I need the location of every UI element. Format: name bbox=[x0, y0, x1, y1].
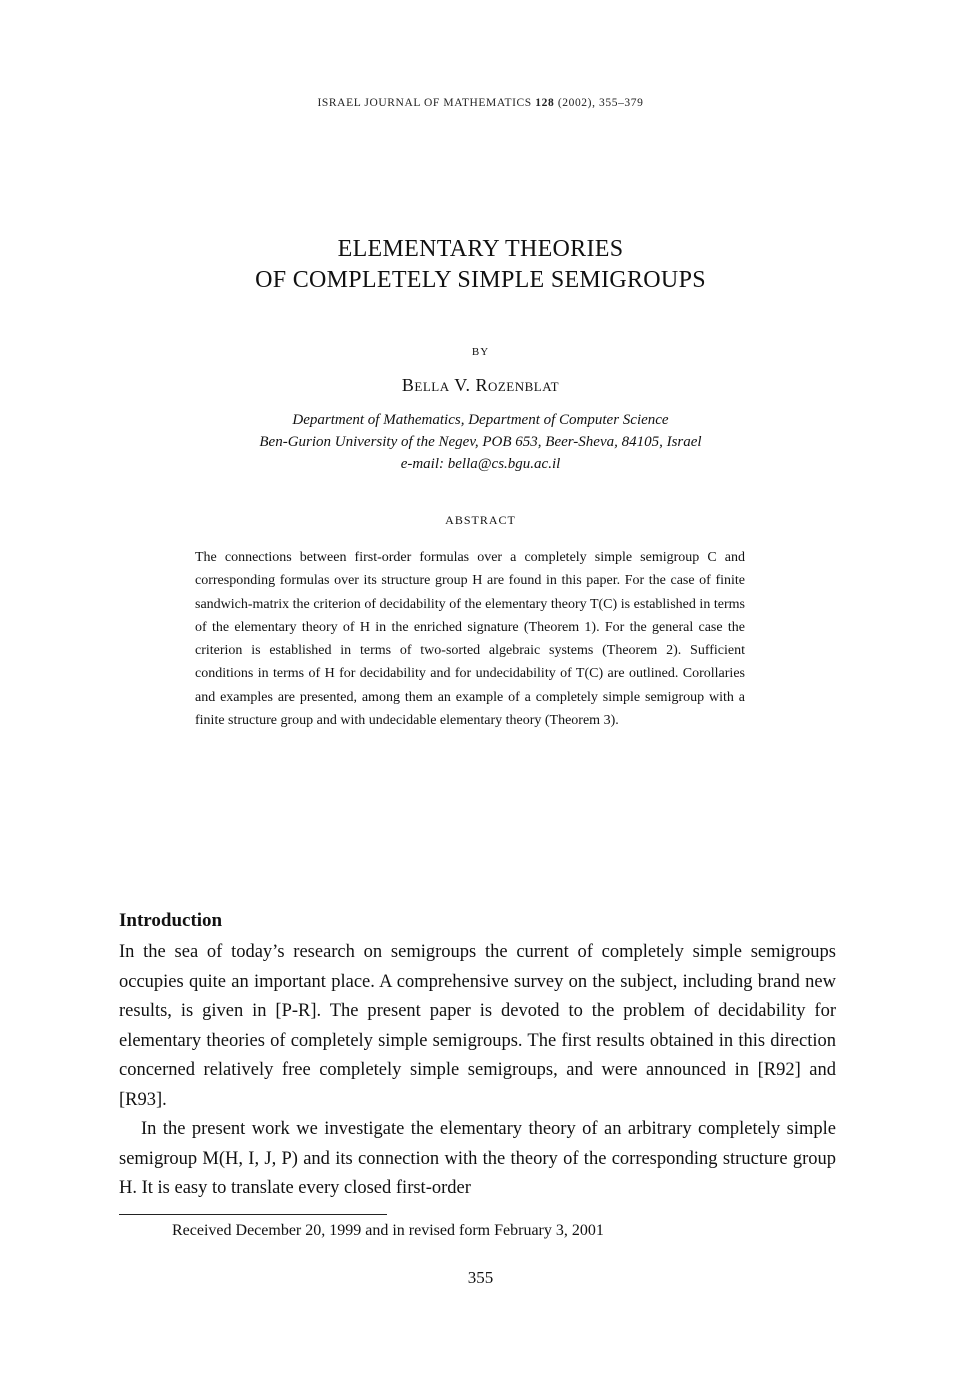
page-number: 355 bbox=[467, 1268, 494, 1287]
journal-volume: 128 bbox=[535, 97, 555, 109]
journal-name: ISRAEL JOURNAL OF MATHEMATICS bbox=[317, 97, 532, 109]
paper-title bbox=[0, 234, 961, 296]
footnote-divider bbox=[119, 1214, 387, 1215]
title-line-2: OF COMPLETELY SIMPLE SEMIGROUPS bbox=[255, 267, 706, 293]
title-line-1: ELEMENTARY THEORIES bbox=[337, 236, 624, 262]
affiliation bbox=[0, 409, 961, 475]
affiliation-line-2: Ben-Gurion University of the Negev, POB 653, Beer-Sheva, 84105, Israel bbox=[259, 434, 702, 450]
intro-paragraph-2: In the present work we investigate the elementary theory of an arbitrary completely simple semigroup M(H, I, J, P) and its connection with the theory of the corresponding structure group H. It is easy to translate every closed first-order bbox=[119, 1119, 836, 1198]
affiliation-line-1: Department of Mathematics, Department of Computer Science bbox=[292, 412, 669, 428]
abstract-text: The connections between first-order formulas over a completely simple semigroup C and corresponding formulas over its structure group H are found in this paper. For the case of finite sandwich-matrix the criterion of decidability of the elementary theory T(C) is established in terms of the elementary theory of H in the enriched signature (Theorem 1). For the general case the criterion is established in terms of two-sorted algebraic systems (Theorem 2). Sufficient conditions in terms of H for decidability and for undecidability of T(C) are outlined. Corollaries and examples are presented, among them an example of a completely simple semigroup with a finite structure group and with undecidable elementary theory (Theorem 3). bbox=[195, 550, 745, 729]
introduction-heading: Introduction bbox=[119, 910, 223, 931]
by-label: BY bbox=[471, 346, 490, 358]
received-footnote: Received December 20, 1999 and in revised form February 3, 2001 bbox=[172, 1222, 604, 1239]
author-name: Bella V. Rozenblat bbox=[401, 375, 560, 395]
affiliation-email: e-mail: bella@cs.bgu.ac.il bbox=[400, 456, 561, 472]
intro-paragraph-1: In the sea of today’s research on semigroups the current of completely simple semigroups occupies quite an important place. A comprehensive survey on the subject, including brand new results, is given in [P-R]. The present paper is devoted to the problem of decidability for elementary theories of completely simple semigroups. The first results obtained in this direction concerned relatively free completely simple semigroups, and were announced in [R92] and [R93]. bbox=[119, 942, 836, 1110]
running-header bbox=[0, 97, 961, 109]
introduction-body bbox=[119, 938, 836, 1204]
abstract-heading: ABSTRACT bbox=[445, 513, 516, 527]
journal-year-pages: (2002), 355–379 bbox=[557, 97, 644, 109]
